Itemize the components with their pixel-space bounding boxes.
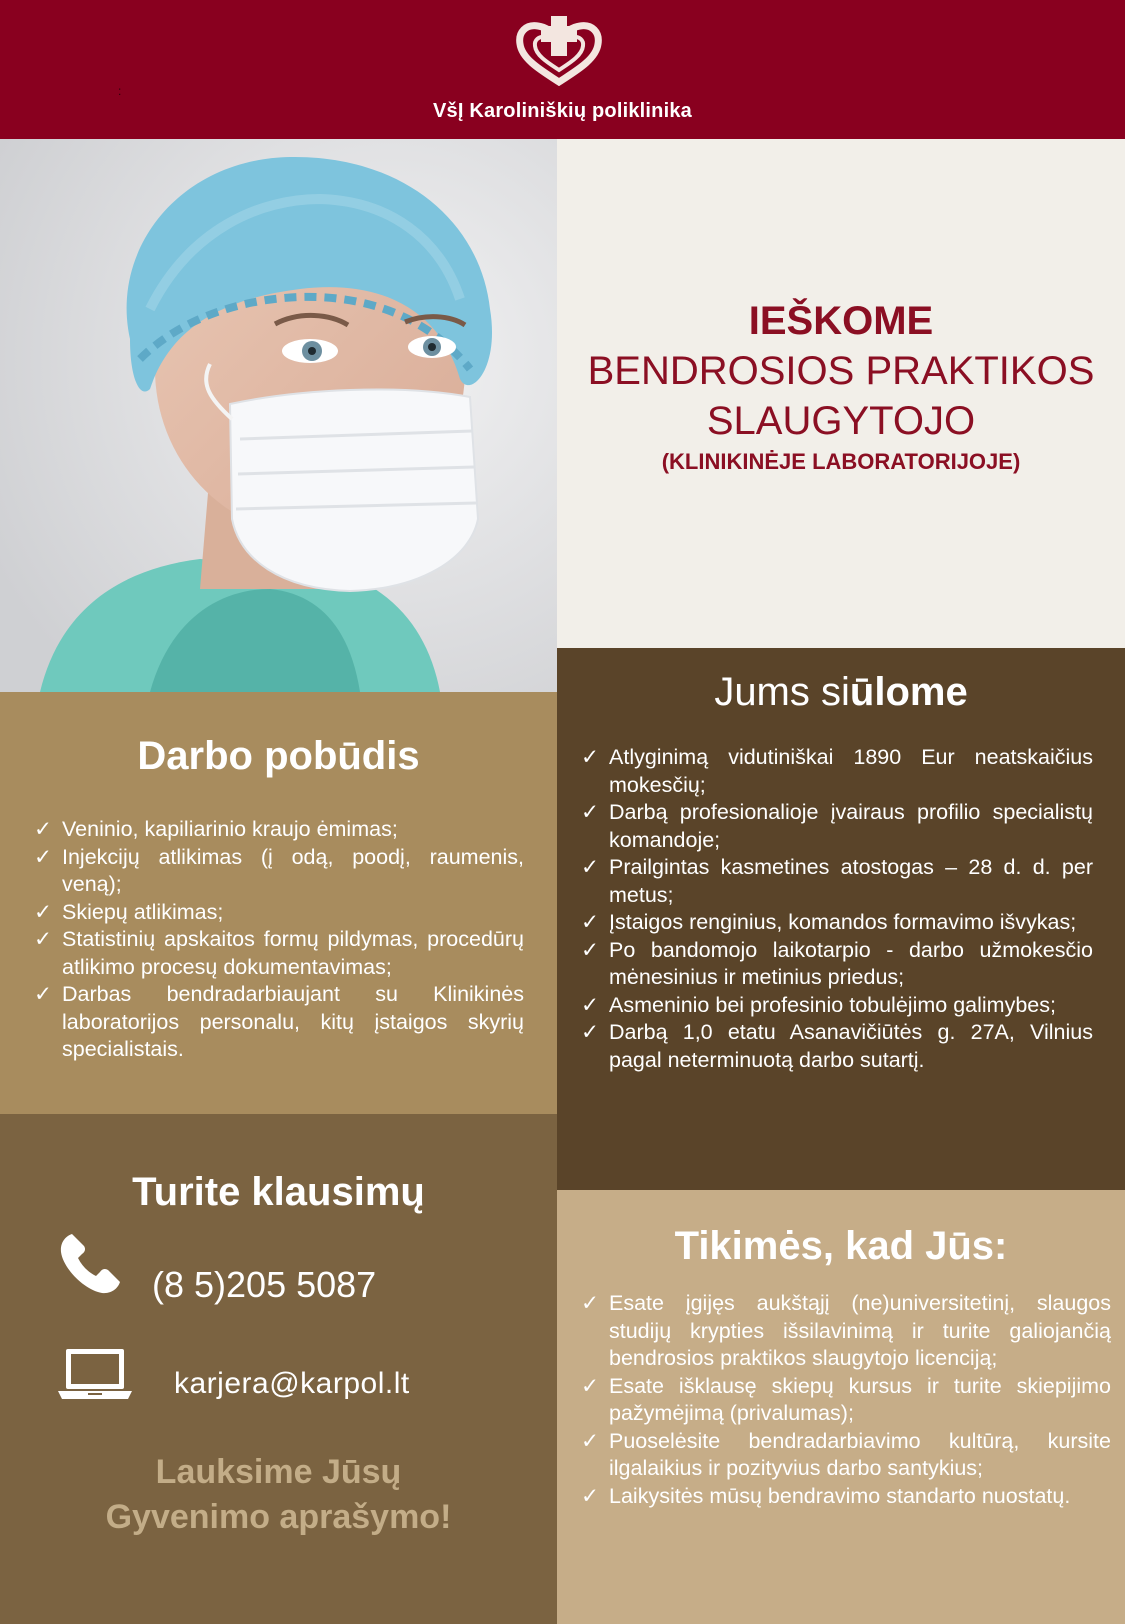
offer-list	[581, 744, 1093, 1074]
check-icon: ✓	[581, 1291, 600, 1315]
list-item-text: Darbą profesionalioje įvairaus profilio specialistų komandoje;	[609, 800, 1093, 852]
check-icon: ✓	[581, 800, 600, 824]
contact-heading: Turite klausimų	[132, 1170, 425, 1214]
check-icon: ✓	[581, 855, 600, 879]
list-item	[34, 844, 524, 899]
duties-section	[0, 692, 557, 1114]
list-item	[581, 799, 1093, 854]
check-icon: ✓	[34, 927, 53, 951]
list-item-text: Esate įgijęs aukštąjį (ne)universitetinį, slaugos studijų krypties išsilavinimą ir turite galiojančią bendrosios praktikos slaugytojo licenciją;	[609, 1291, 1111, 1370]
nurse-illustration	[0, 139, 557, 692]
header-banner	[0, 0, 1125, 139]
list-item-text: Atlyginimą vidutiniškai 1890 Eur neatskaičius mokesčių;	[609, 745, 1093, 797]
email-link[interactable]: karjera@karpol.lt	[174, 1367, 410, 1400]
list-item-text: Skiepų atlikimas;	[62, 899, 224, 924]
list-item-text: Esate išklausę skiepų kursus ir turite skiepijimo pažymėjimą (privalumas);	[609, 1373, 1111, 1425]
check-icon: ✓	[581, 992, 600, 1017]
list-item	[581, 854, 1093, 909]
list-item	[581, 1428, 1111, 1483]
offer-heading-bold: ūlome	[849, 670, 968, 714]
check-icon: ✓	[581, 1373, 600, 1398]
list-item-text: Įstaigos renginius, komandos formavimo išvykas;	[609, 910, 1077, 934]
cta-line-2: Gyvenimo aprašymo!	[105, 1498, 452, 1536]
check-icon: ✓	[34, 817, 53, 841]
stray-mark: :	[118, 84, 122, 98]
offer-heading	[557, 670, 1125, 715]
expectations-heading: Tikimės, kad Jūs:	[674, 1224, 1008, 1268]
check-icon: ✓	[34, 844, 53, 869]
list-item	[34, 981, 524, 1064]
list-item	[581, 1483, 1111, 1511]
list-item	[34, 899, 524, 927]
laptop-icon	[58, 1347, 132, 1401]
check-icon: ✓	[34, 899, 53, 924]
organization-name: VšĮ Karoliniškių poliklinika	[432, 100, 692, 122]
offer-heading-regular: Jums si	[714, 670, 850, 714]
list-item	[581, 937, 1093, 992]
list-item-text: Prailgintas kasmetines atostogas – 28 d. d. per metus;	[609, 855, 1093, 907]
title-line-2: SLAUGYTOJO	[706, 399, 976, 443]
expectations-section	[557, 1190, 1125, 1624]
list-item-text: Asmeninio bei profesinio tobulėjimo galimybes;	[609, 992, 1056, 1017]
title-subtitle: (KLINIKINĖJE LABORATORIJOJE)	[661, 449, 1021, 474]
phone-icon	[58, 1232, 122, 1296]
list-item-text: Po bandomojo laikotarpio - darbo užmokesčio mėnesinius ir metinius priedus;	[609, 937, 1093, 989]
duties-heading: Darbo pobūdis	[137, 734, 420, 778]
list-item-text: Puoselėsite bendradarbiavimo kultūrą, kursite ilgalaikius ir pozityvius darbo santykius;	[609, 1428, 1111, 1480]
cta-line-1: Lauksime Jūsų	[155, 1453, 402, 1491]
contact-section	[0, 1114, 557, 1624]
phone-number[interactable]: (8 5)205 5087	[152, 1264, 377, 1305]
list-item	[581, 1373, 1111, 1428]
list-item	[581, 1290, 1111, 1373]
check-icon: ✓	[581, 937, 600, 962]
check-icon: ✓	[581, 745, 600, 769]
list-item	[34, 926, 524, 981]
list-item-text: Darbą 1,0 etatu Asanavičiūtės g. 27A, Vilnius pagal neterminuotą darbo sutartį.	[609, 1020, 1093, 1072]
duties-list	[34, 816, 524, 1064]
check-icon: ✓	[581, 1428, 600, 1453]
heart-cross-logo-icon	[514, 14, 604, 86]
check-icon: ✓	[581, 1020, 600, 1044]
nurse-photo	[0, 139, 557, 692]
title-main: IEŠKOME	[748, 299, 934, 343]
check-icon: ✓	[581, 1483, 600, 1508]
list-item-text: Veninio, kapiliarinio kraujo ėmimas;	[62, 817, 398, 841]
cta-text	[0, 1450, 557, 1540]
expectations-list	[581, 1290, 1111, 1510]
list-item-text: Injekcijų atlikimas (į odą, poodį, raumenis, veną);	[62, 844, 524, 896]
list-item	[581, 909, 1093, 937]
offer-section	[557, 648, 1125, 1190]
job-title-block	[557, 139, 1125, 648]
list-item	[581, 992, 1093, 1020]
list-item	[581, 1019, 1093, 1074]
check-icon: ✓	[581, 910, 600, 934]
list-item-text: Statistinių apskaitos formų pildymas, procedūrų atlikimo procesų dokumentavimas;	[62, 927, 524, 979]
title-line-1: BENDROSIOS PRAKTIKOS	[587, 349, 1095, 393]
list-item-text: Darbas bendradarbiaujant su Klinikinės laboratorijos personalu, kitų įstaigos skyrių specialistais.	[62, 982, 524, 1061]
list-item	[34, 816, 524, 844]
check-icon: ✓	[34, 982, 53, 1006]
list-item	[581, 744, 1093, 799]
list-item-text: Laikysitės mūsų bendravimo standarto nuostatų.	[609, 1483, 1071, 1508]
